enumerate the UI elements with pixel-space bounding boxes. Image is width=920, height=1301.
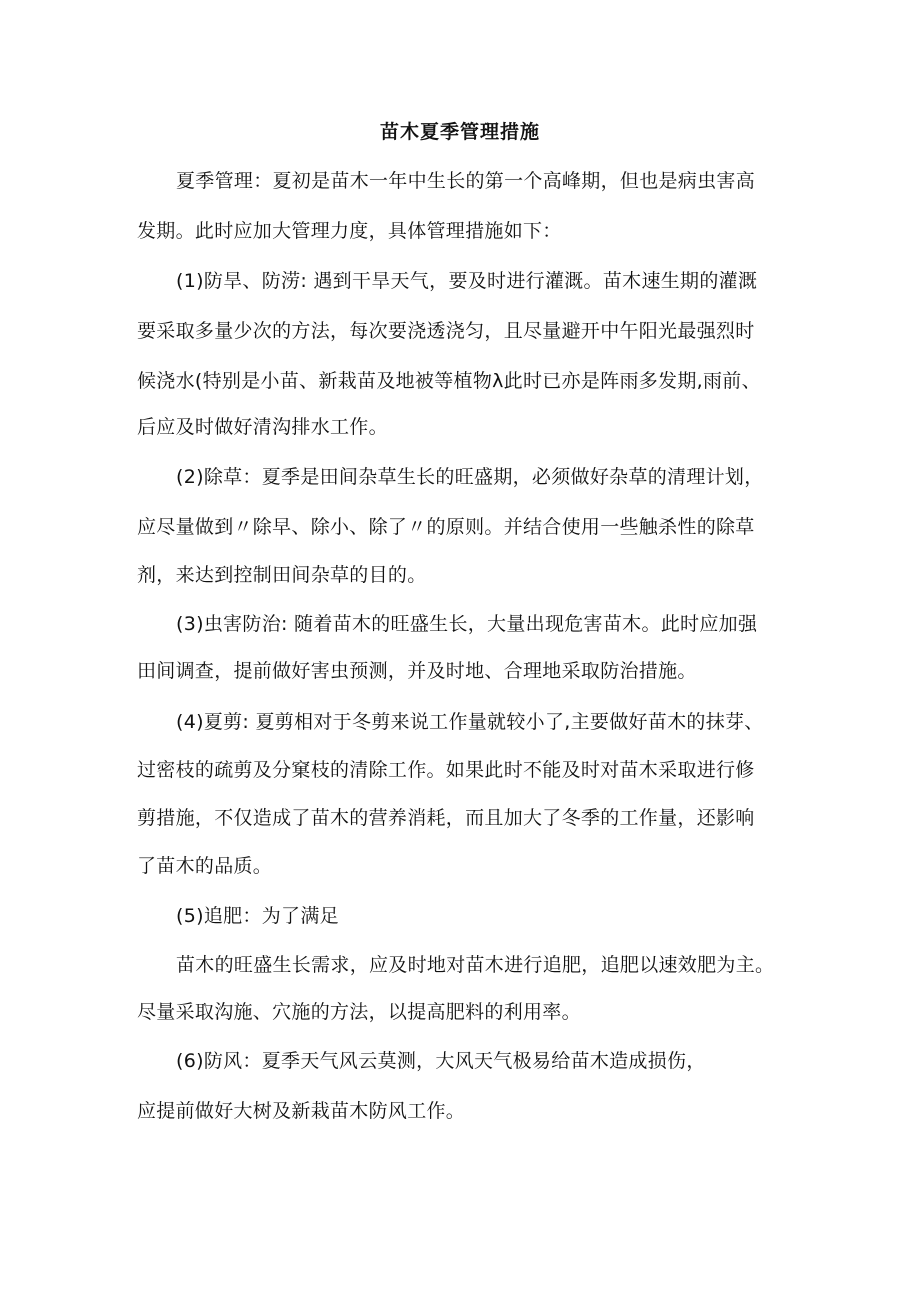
paragraph-line: 剪措施，不仅造成了苗木的营养消耗，而且加大了冬季的工作量，还影响: [137, 807, 755, 829]
paragraph-line: 尽量采取沟施、穴施的方法，以提高肥料的利用率。: [137, 1001, 581, 1023]
paragraph-line: 苗木的旺盛生长需求，应及时地对苗木进行追肥，追肥以速效肥为主。: [176, 954, 775, 976]
paragraph-line: (4)夏剪: 夏剪相对于冬剪来说工作量就较小了,主要做好苗木的抹芽、: [176, 711, 764, 733]
paragraph-line: (2)除草：夏季是田间杂草生长的旺盛期，必须做好杂草的清理计划，: [176, 466, 764, 488]
paragraph-line: 应提前做好大树及新栽苗木防风工作。: [137, 1100, 466, 1122]
document-title: 苗木夏季管理措施: [379, 121, 540, 143]
paragraph-line: 过密枝的疏剪及分窠枝的清除工作。如果此时不能及时对苗木采取进行修: [137, 759, 755, 781]
paragraph-line: (5)追肥：为了满足: [176, 905, 339, 927]
paragraph-line: 后应及时做好清沟排水工作。: [137, 416, 388, 438]
paragraph-line: 应尽量做到〃除早、除小、除了〃的原则。并结合使用一些触杀性的除草: [137, 516, 755, 538]
paragraph-line: 剂，来达到控制田间杂草的目的。: [137, 564, 427, 586]
paragraph-line: 候浇水(特别是小苗、新栽苗及地被等植物λ此时已亦是阵雨多发期,雨前、: [137, 370, 761, 392]
paragraph-line: 田间调查，提前做好害虫预测，并及时地、合理地采取防治措施。: [137, 660, 697, 682]
paragraph-line: 发期。此时应加大管理力度，具体管理措施如下：: [137, 220, 562, 242]
paragraph-line: (6)防风：夏季天气风云莫测，大风天气极易给苗木造成损伤，: [176, 1050, 706, 1072]
paragraph-line: (1)防旱、防涝: 遇到干旱天气，要及时进行灌溉。苗木速生期的灌溉: [176, 270, 758, 292]
paragraph-line: 要采取多量少次的方法，每次要浇透浇匀，且尽量避开中午阳光最强烈时: [137, 320, 755, 342]
paragraph-line: 了苗木的品质。: [137, 855, 273, 877]
paragraph-line: 夏季管理：夏初是苗木一年中生长的第一个高峰期，但也是病虫害高: [176, 170, 756, 192]
paragraph-line: (3)虫害防治: 随着苗木的旺盛生长，大量出现危害苗木。此时应加强: [176, 613, 758, 635]
